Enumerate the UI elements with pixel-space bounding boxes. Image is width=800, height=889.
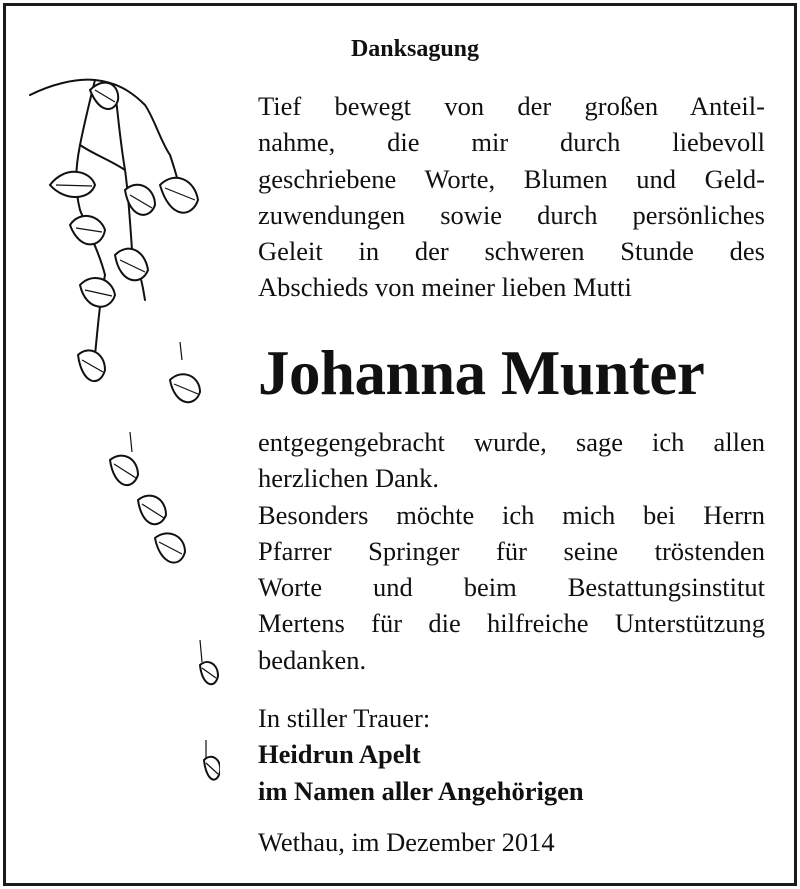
text-line: entgegengebracht wurde, sage ich allen — [258, 427, 765, 457]
text-line: Tief bewegt von der großen Anteil- — [258, 91, 765, 121]
signer-relation: im Namen aller Angehörigen — [258, 775, 584, 806]
text-line: nahme, die mir durch liebevoll — [258, 127, 765, 158]
notice-heading: Danksagung — [350, 36, 480, 62]
birch-leaves-branch-icon — [20, 60, 220, 840]
place-date: Wethau, im Dezember 2014 — [258, 827, 555, 857]
intro-paragraph — [258, 88, 765, 306]
text-line: Pfarrer Springer für seine tröstenden — [258, 535, 765, 566]
text-line: Besonders möchte ich mich bei Herrn — [258, 499, 765, 530]
mourning-phrase: In stiller Trauer: — [258, 703, 431, 733]
signature-block — [258, 700, 584, 809]
text-line: bedanken. — [258, 644, 367, 675]
signer-name: Heidrun Apelt — [258, 739, 421, 770]
text-line: herzlichen Dank. — [258, 463, 439, 494]
text-line: Geleit in der schweren Stunde des — [258, 236, 765, 267]
text-line: geschriebene Worte, Blumen und Geld- — [258, 163, 765, 194]
text-line: Mertens für die hilfreiche Unterstützung — [258, 608, 765, 639]
deceased-name: Johanna Munter — [258, 338, 705, 408]
thanks-paragraph — [258, 424, 765, 678]
text-line: Abschieds von meiner lieben Mutti — [258, 272, 632, 303]
text-line: Worte und beim Bestattungsinstitut — [258, 572, 765, 603]
text-line: zuwendungen sowie durch persönliches — [258, 199, 765, 230]
